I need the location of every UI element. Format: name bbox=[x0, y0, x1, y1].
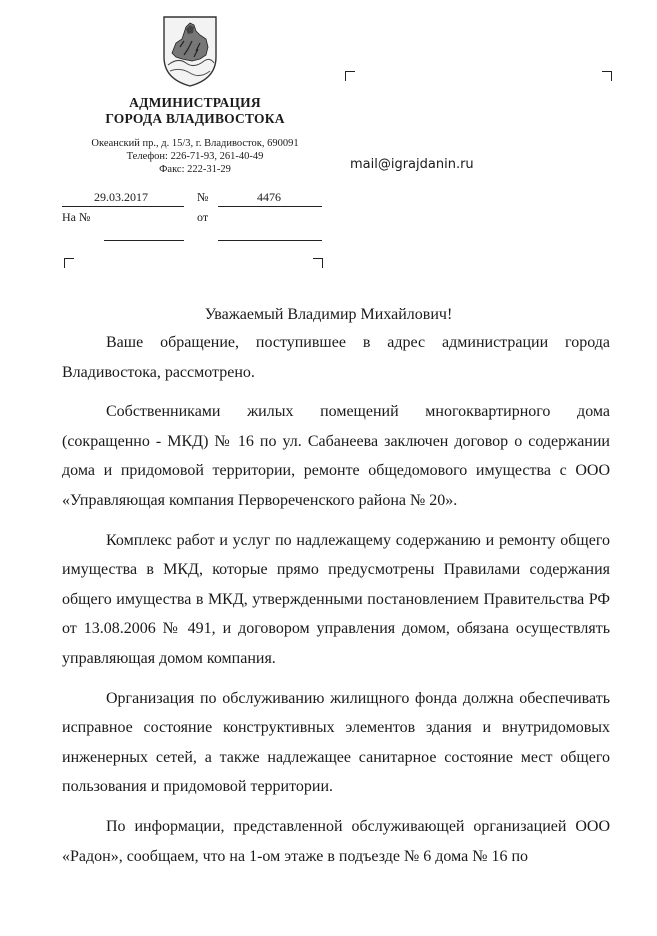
paragraph: Организация по обслуживанию жилищного фонда должна обеспечивать исправное состояние конструктивных элементов здания и внутридомовых инженерных сетей, а также надлежащее санитарное состояние мест общего пользования и придомовой территории. bbox=[62, 689, 610, 796]
vladivostok-coat-of-arms-icon bbox=[160, 13, 220, 89]
letter-date: 29.03.2017 bbox=[94, 190, 148, 204]
subject-corner-top-left bbox=[64, 258, 74, 268]
date-underline bbox=[62, 206, 184, 207]
reply-date-underline bbox=[218, 240, 322, 241]
number-label: № bbox=[197, 190, 209, 204]
org-address: Океанский пр., д. 15/3, г. Владивосток, 690091 bbox=[91, 138, 299, 149]
org-phone: Телефон: 226-71-93, 261-40-49 bbox=[126, 151, 264, 162]
paragraph: По информации, представленной обслуживающей организацией ООО «Радон», сообщаем, что на 1-ом этаже в подъезде № 6 дома № 16 по bbox=[62, 817, 610, 865]
letter-number: 4476 bbox=[257, 190, 281, 204]
org-name-line1: АДМИНИСТРАЦИЯ bbox=[129, 95, 261, 110]
from-label: от bbox=[197, 210, 209, 224]
salutation: Уважаемый Владимир Михайлович! bbox=[204, 306, 453, 323]
addressee-corner-top-left bbox=[345, 71, 355, 81]
paragraph: Комплекс работ и услуг по надлежащему содержанию и ремонту общего имущества в МКД, которые прямо предусмотрены Правилами содержания общего имущества в МКД, утвержденными постановлением Правительства РФ от 13.08.2006 № 491, и договором управления домом, обязана осуществлять управляющая домом компания. bbox=[62, 531, 610, 667]
paragraph: Собственниками жилых помещений многоквартирного дома (сокращенно - МКД) № 16 по ул. Сабанеева заключен договор о содержании дома и придомовой территории, ремонте общедомового имущества с ООО «Управляющая компания Первореченского района № 20». bbox=[62, 403, 610, 509]
reply-to-label: На № bbox=[62, 210, 91, 224]
org-name-line2: ГОРОДА ВЛАДИВОСТОКА bbox=[105, 111, 285, 126]
number-underline bbox=[218, 206, 322, 207]
recipient-email: mail@igrajdanin.ru bbox=[350, 157, 474, 172]
addressee-corner-top-right bbox=[602, 71, 612, 81]
subject-corner-top-right bbox=[313, 258, 323, 268]
letter-body bbox=[62, 328, 610, 881]
reply-number-underline bbox=[104, 240, 184, 241]
paragraph: Ваше обращение, поступившее в адрес администрации города Владивостока, рассмотрено. bbox=[62, 334, 610, 381]
org-fax: Факс: 222-31-29 bbox=[159, 164, 231, 175]
